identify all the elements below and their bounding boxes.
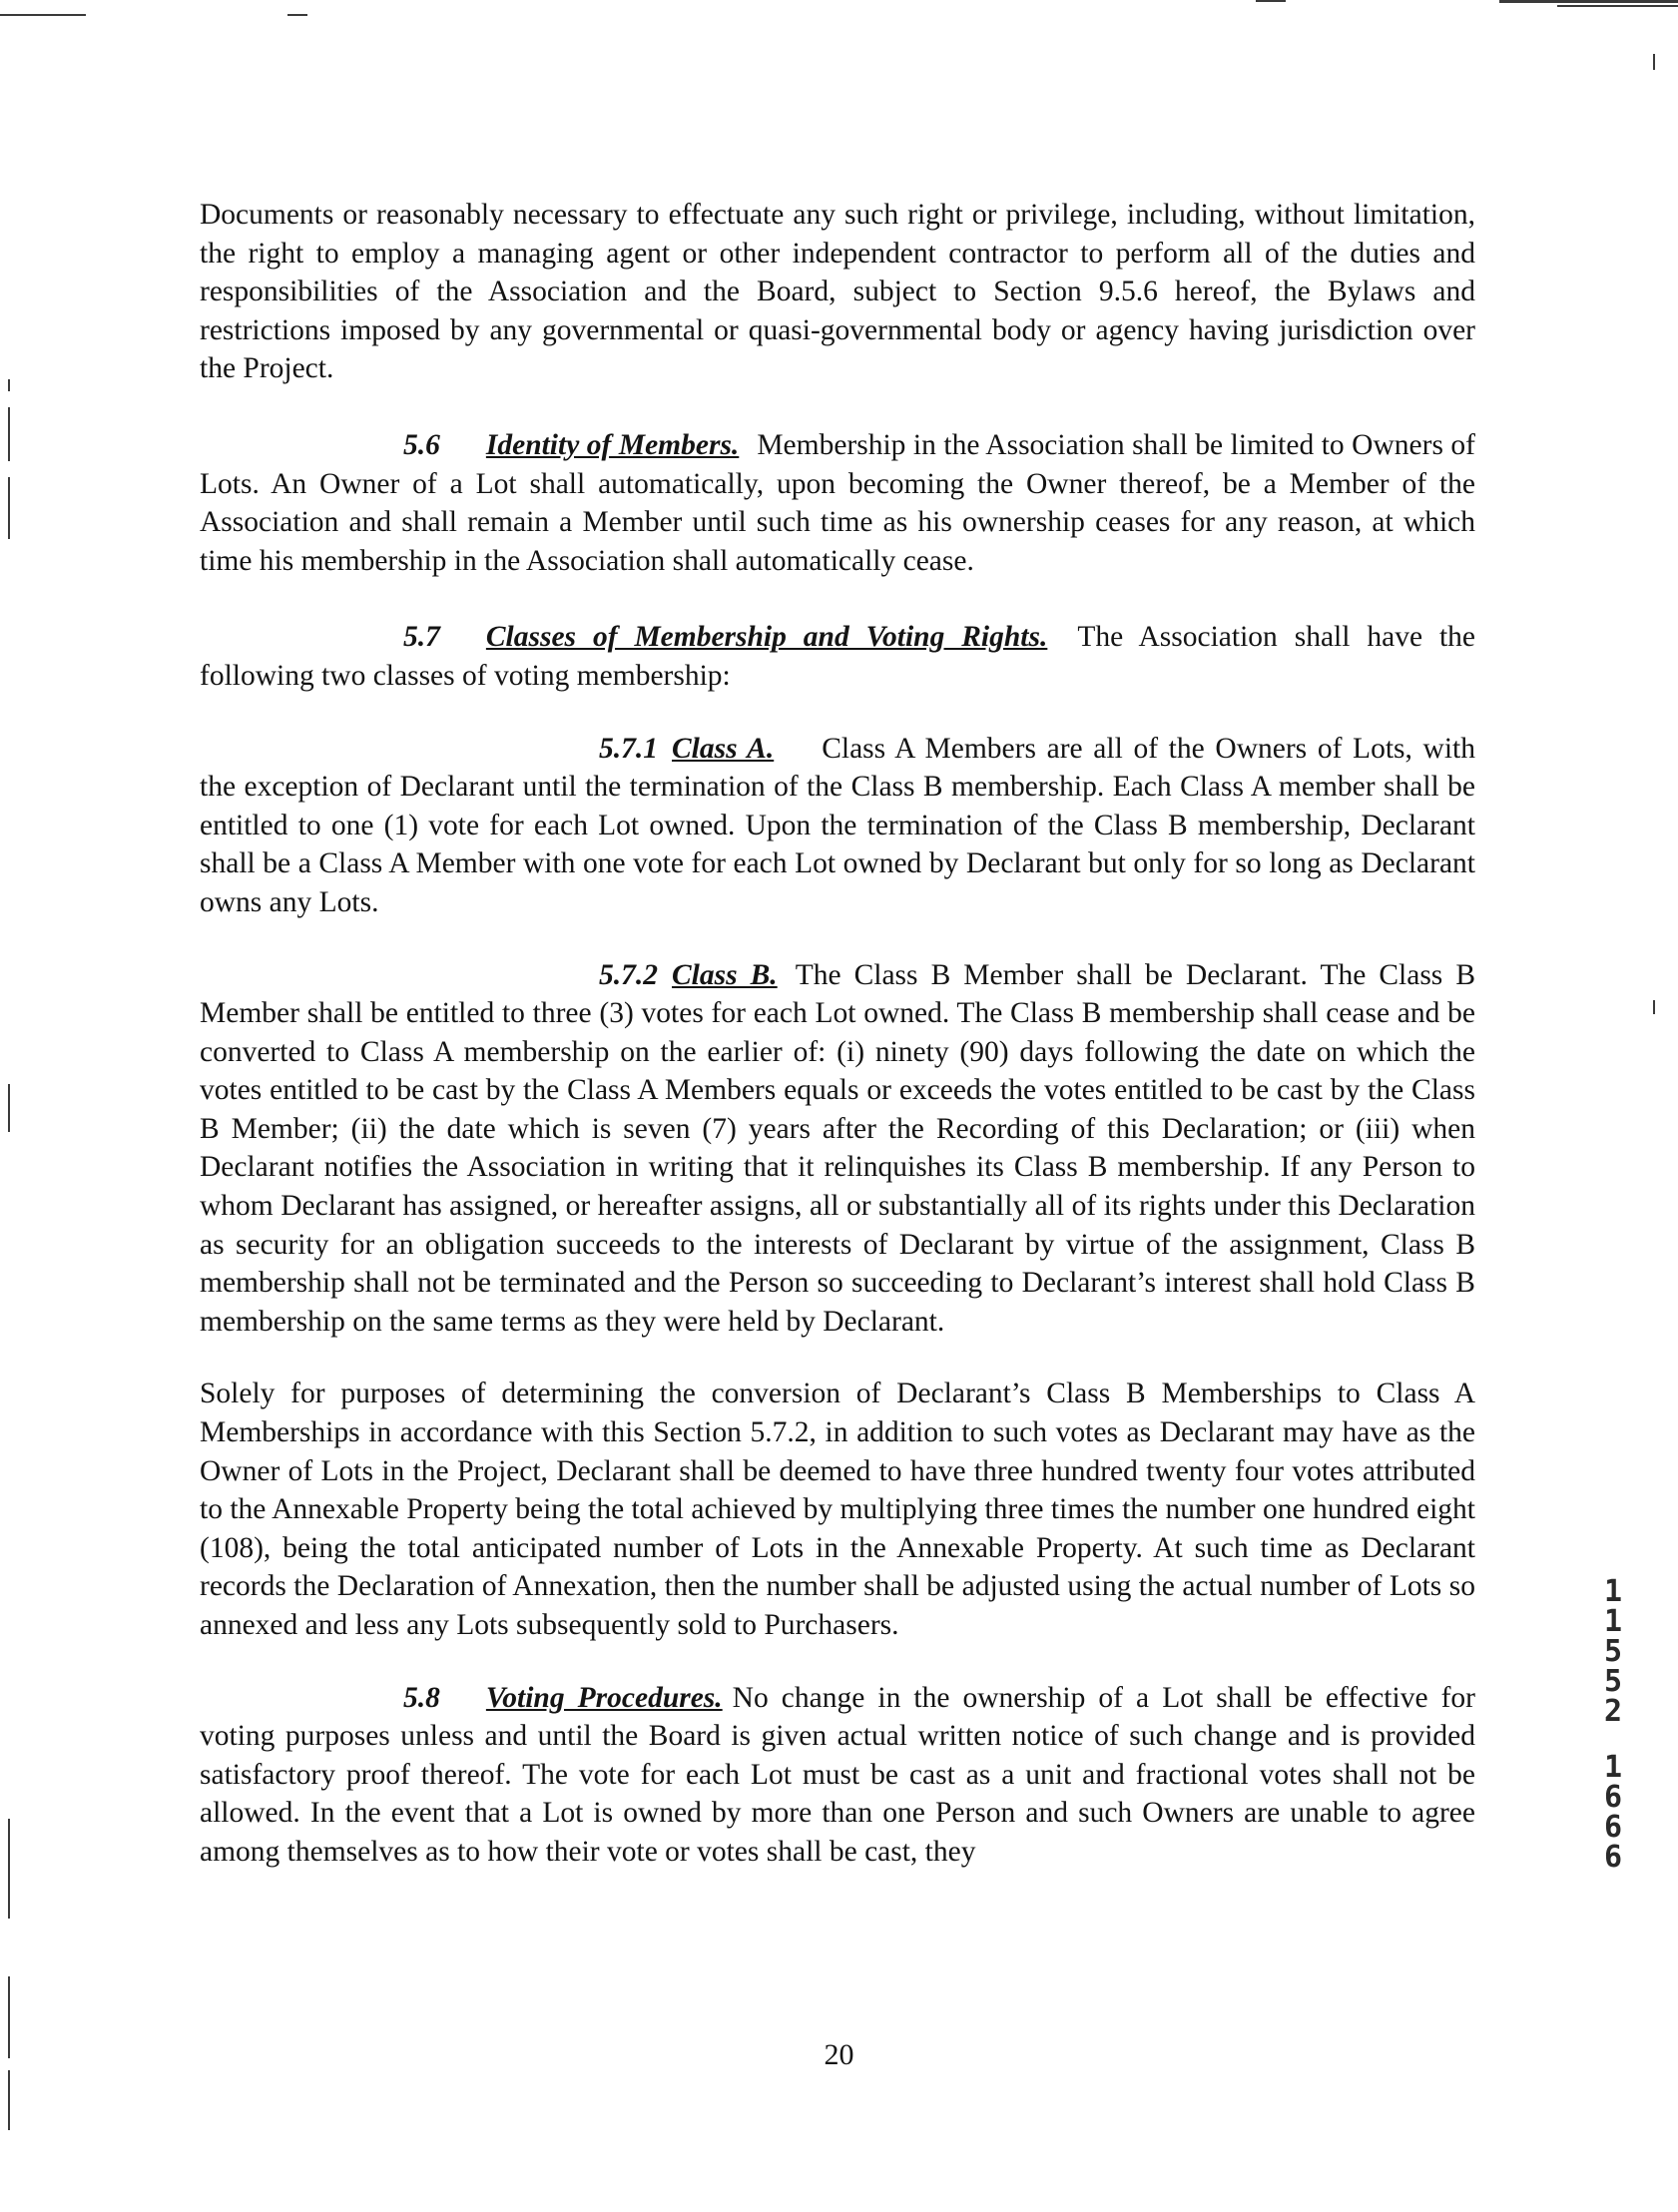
section-title: Identity of Members. [485, 428, 740, 461]
section-text: Membership in the Association shall be limited to Owners of Lots. An Owner of a Lot shall automatically, upon becoming the Owner thereof, be a Member of the Association and shall remain a Member until such time as his ownership ceases for any reason, at which time his membership in the Association shall automatically cease. [200, 428, 1475, 577]
page-number: 20 [824, 2038, 854, 2071]
scan-mark-left-3 [8, 477, 10, 539]
stamp-char: 5 [1603, 1664, 1623, 1699]
conversion-paragraph: Solely for purposes of determining the conversion of Declarant’s Class B Memberships to Class A Memberships in accordance with this Section 5.7.2, in addition to such votes as Declarant may have as the Owner of Lots in the Project, Declarant shall be deemed to have three hundred twenty four votes attributed to the Annexable Property being the total achieved by multiplying three times the number one hundred eight (108), being the total anticipated number of Lots in the Annexable Property. At such time as Declarant records the Declaration of Annexation, then the number shall be adjusted using the actual number of Lots so annexed and less any Lots subsequently sold to Purchasers. [200, 1378, 1476, 1641]
section-number: 5.7.2 [599, 958, 658, 991]
section-text: The Class B Member shall be Declarant. The Class B Member shall be entitled to three (3) votes for each Lot owned. The Class B membership shall cease and be converted to Class A membership on the earlier of: (i) ninety (90) days following the date on which the votes entitled to be cast by the Class A Members equals or exceeds the votes entitled to be cast by the Class B Member; (ii) the date which is seven (7) years after the Recording of this Declaration; or (iii) when Declarant notifies the Association in writing that it relinquishes its Class B membership. If any Person to whom Declarant has assigned, or hereafter assigns, all or substantially all of its rights under this Declaration as security for an obligation succeeds to the interests of Declarant by virtue of the assignment, Class B membership shall not be terminated and the Person so succeeding to Declarant’s interest shall hold Class B membership on the same terms as they were held by Declarant. [200, 958, 1475, 1338]
scan-mark-left-5 [8, 1819, 10, 1919]
stamp-char: 6 [1603, 1780, 1623, 1815]
scan-mark-left-1 [8, 379, 10, 391]
stamp-char: 6 [1603, 1840, 1623, 1875]
section-5-7-2 [200, 956, 1475, 1342]
scan-line-top-right-2 [1557, 5, 1678, 7]
scan-mark-right-top [1653, 54, 1655, 70]
document-body [200, 196, 1475, 1872]
scan-line-top-left [0, 14, 86, 16]
section-text: No change in the ownership of a Lot shall be effective for voting purposes unless and until the Board is given actual written notice of such change and is provided satisfactory proof thereof. The vote for each Lot must be cast as a unit and fractional votes shall not be allowed. In the event that a Lot is owned by more than one Person and such Owners are unable to agree among themselves as to how their vote or votes shall be cast, they [200, 1681, 1475, 1868]
section-text: Class A Members are all of the Owners of Lots, with the exception of Declarant until the termination of the Class B membership. Each Class A member shall be entitled to one (1) vote for each Lot owned. Upon the termination of the Class B membership, Declarant shall be a Class A Member with one vote for each Lot owned by Declarant but only for so long as Declarant owns any Lots. [200, 732, 1475, 918]
section-5-7-1 [200, 730, 1475, 922]
section-title: Class A. [672, 732, 775, 765]
scan-mark-left-7 [8, 2070, 10, 2130]
stamp-char: 1 [1603, 1574, 1623, 1609]
section-5-7 [200, 618, 1475, 695]
section-number: 5.6 [403, 428, 440, 461]
scan-line-top-right [1499, 0, 1678, 3]
scan-mark-right-mid [1653, 1000, 1655, 1014]
section-5-8 [200, 1679, 1475, 1872]
section-number: 5.8 [403, 1681, 440, 1714]
stamp-char: 5 [1603, 1634, 1623, 1669]
section-5-6 [200, 426, 1475, 580]
section-title: Voting Procedures. [485, 1681, 723, 1714]
scan-mark-left-2 [8, 407, 10, 461]
section-title: Class B. [672, 958, 778, 991]
stamp-char: 1 [1603, 1604, 1623, 1639]
stamp-char: 2 [1603, 1694, 1623, 1729]
stamp-char: 1 [1603, 1750, 1623, 1785]
section-text: The Association shall have the following two classes of voting membership: [200, 621, 1475, 692]
recording-stamp [1595, 1574, 1631, 1875]
scan-mark-left-4 [8, 1084, 10, 1132]
scan-line-top-center-right [1256, 0, 1286, 2]
section-number: 5.7.1 [599, 732, 658, 765]
scan-line-top-left-short [287, 14, 307, 16]
section-number: 5.7 [403, 621, 440, 654]
section-title: Classes of Membership and Voting Rights. [485, 621, 1048, 654]
intro-paragraph: Documents or reasonably necessary to effectuate any such right or privilege, including, without limitation, the right to employ a managing agent or other independent contractor to perform all of the duties and responsibilities of the Association and the Board, subject to Section 9.5.6 hereof, the Bylaws and restrictions imposed by any governmental or quasi-governmental body or agency having jurisdiction over the Project. [200, 199, 1475, 385]
stamp-char: 6 [1603, 1810, 1623, 1845]
